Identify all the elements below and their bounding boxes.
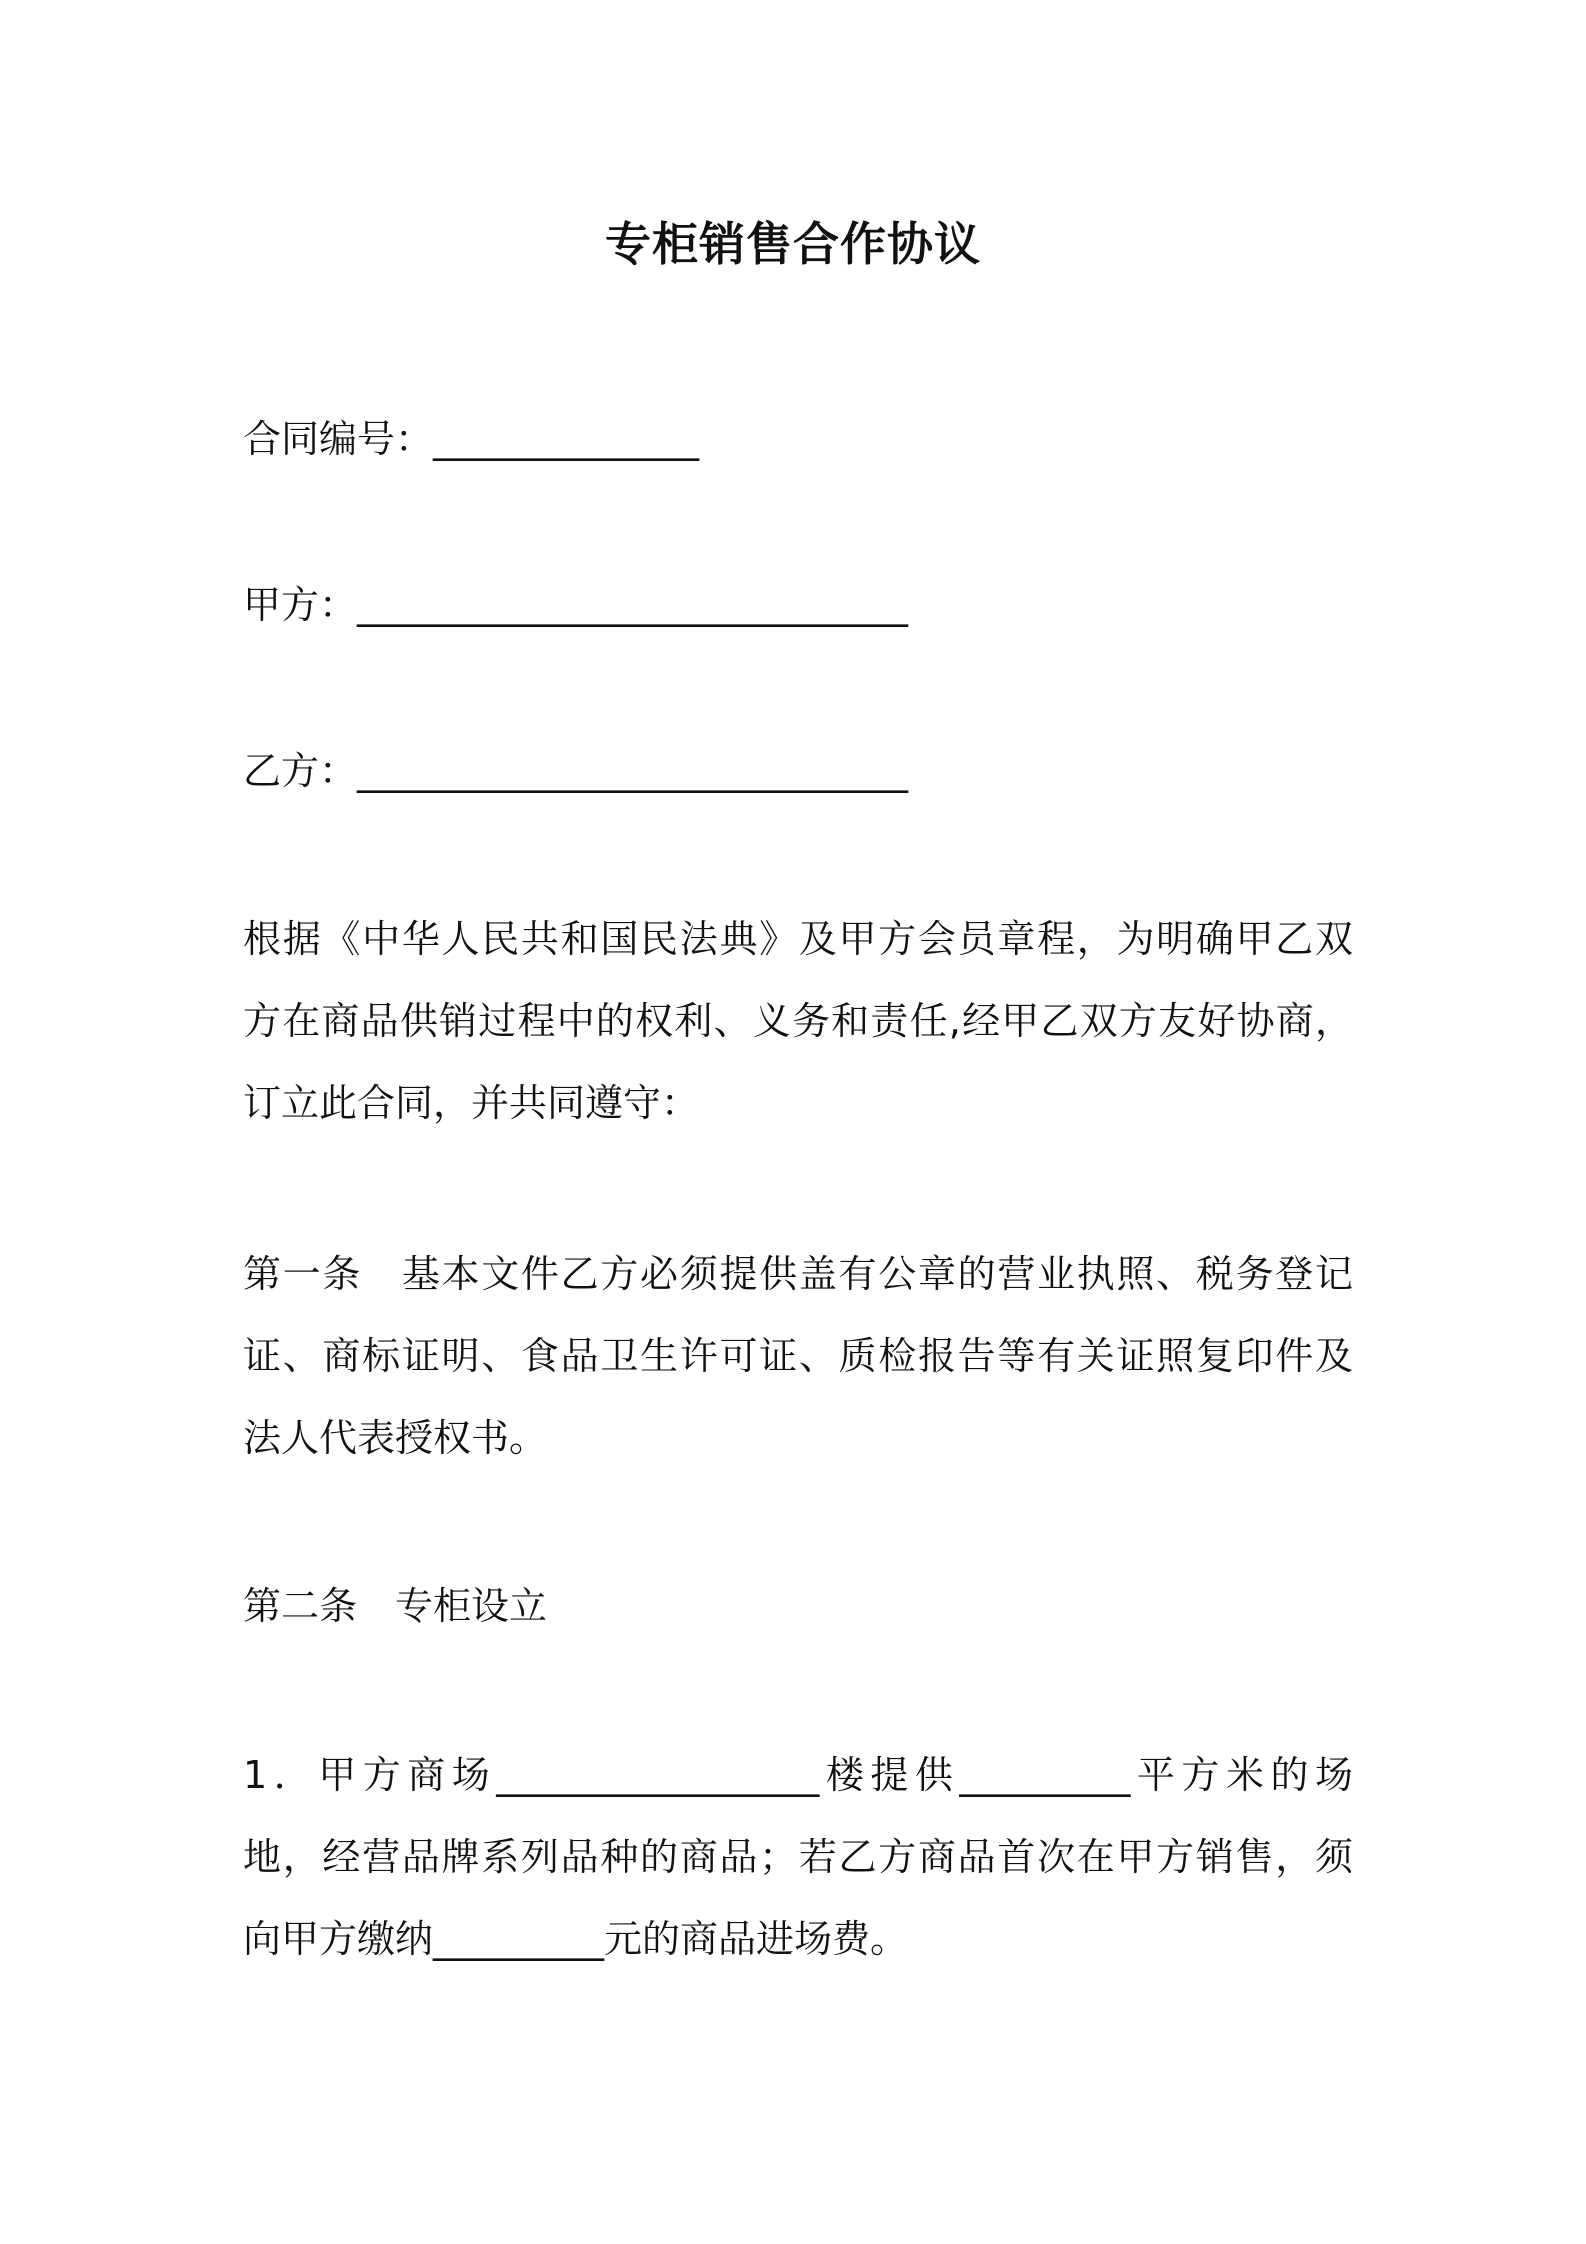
- article-1-paragraph: [243, 1233, 1353, 1479]
- article-1-line-1: 第一条 基本文件乙方必须提供盖有公章的营业执照、税务登记: [243, 1252, 1353, 1296]
- clause-1-line-1: 1．甲方商场_________________楼提供_________平方米的场: [243, 1753, 1353, 1797]
- article-1-line-2: 证、商标证明、食品卫生许可证、质检报告等有关证照复印件及: [243, 1334, 1353, 1378]
- preamble-line-3: 订立此合同，并共同遵守：: [243, 1081, 700, 1125]
- clause-1-line-3: 向甲方缴纳_________元的商品进场费。: [243, 1917, 909, 1961]
- document-title: 专柜销售合作协议: [605, 217, 981, 271]
- preamble-paragraph: [243, 898, 1353, 1144]
- preamble-line-2: 方在商品供销过程中的权利、义务和责任,经甲乙双方友好协商，: [243, 999, 1353, 1043]
- contract-number-line: 合同编号：______________: [243, 417, 700, 461]
- preamble-line-1: 根据《中华人民共和国民法典》及甲方会员章程，为明确甲乙双: [243, 917, 1353, 961]
- clause-1-line-2: 地，经营品牌系列品种的商品；若乙方商品首次在甲方销售，须: [243, 1835, 1353, 1879]
- party-a-line: 甲方：_____________________________: [243, 583, 909, 627]
- clause-1-paragraph: [243, 1734, 1353, 1980]
- article-1-line-3: 法人代表授权书。: [243, 1416, 548, 1460]
- article-2-heading: 第二条 专柜设立: [243, 1584, 548, 1628]
- party-b-line: 乙方：_____________________________: [243, 749, 909, 793]
